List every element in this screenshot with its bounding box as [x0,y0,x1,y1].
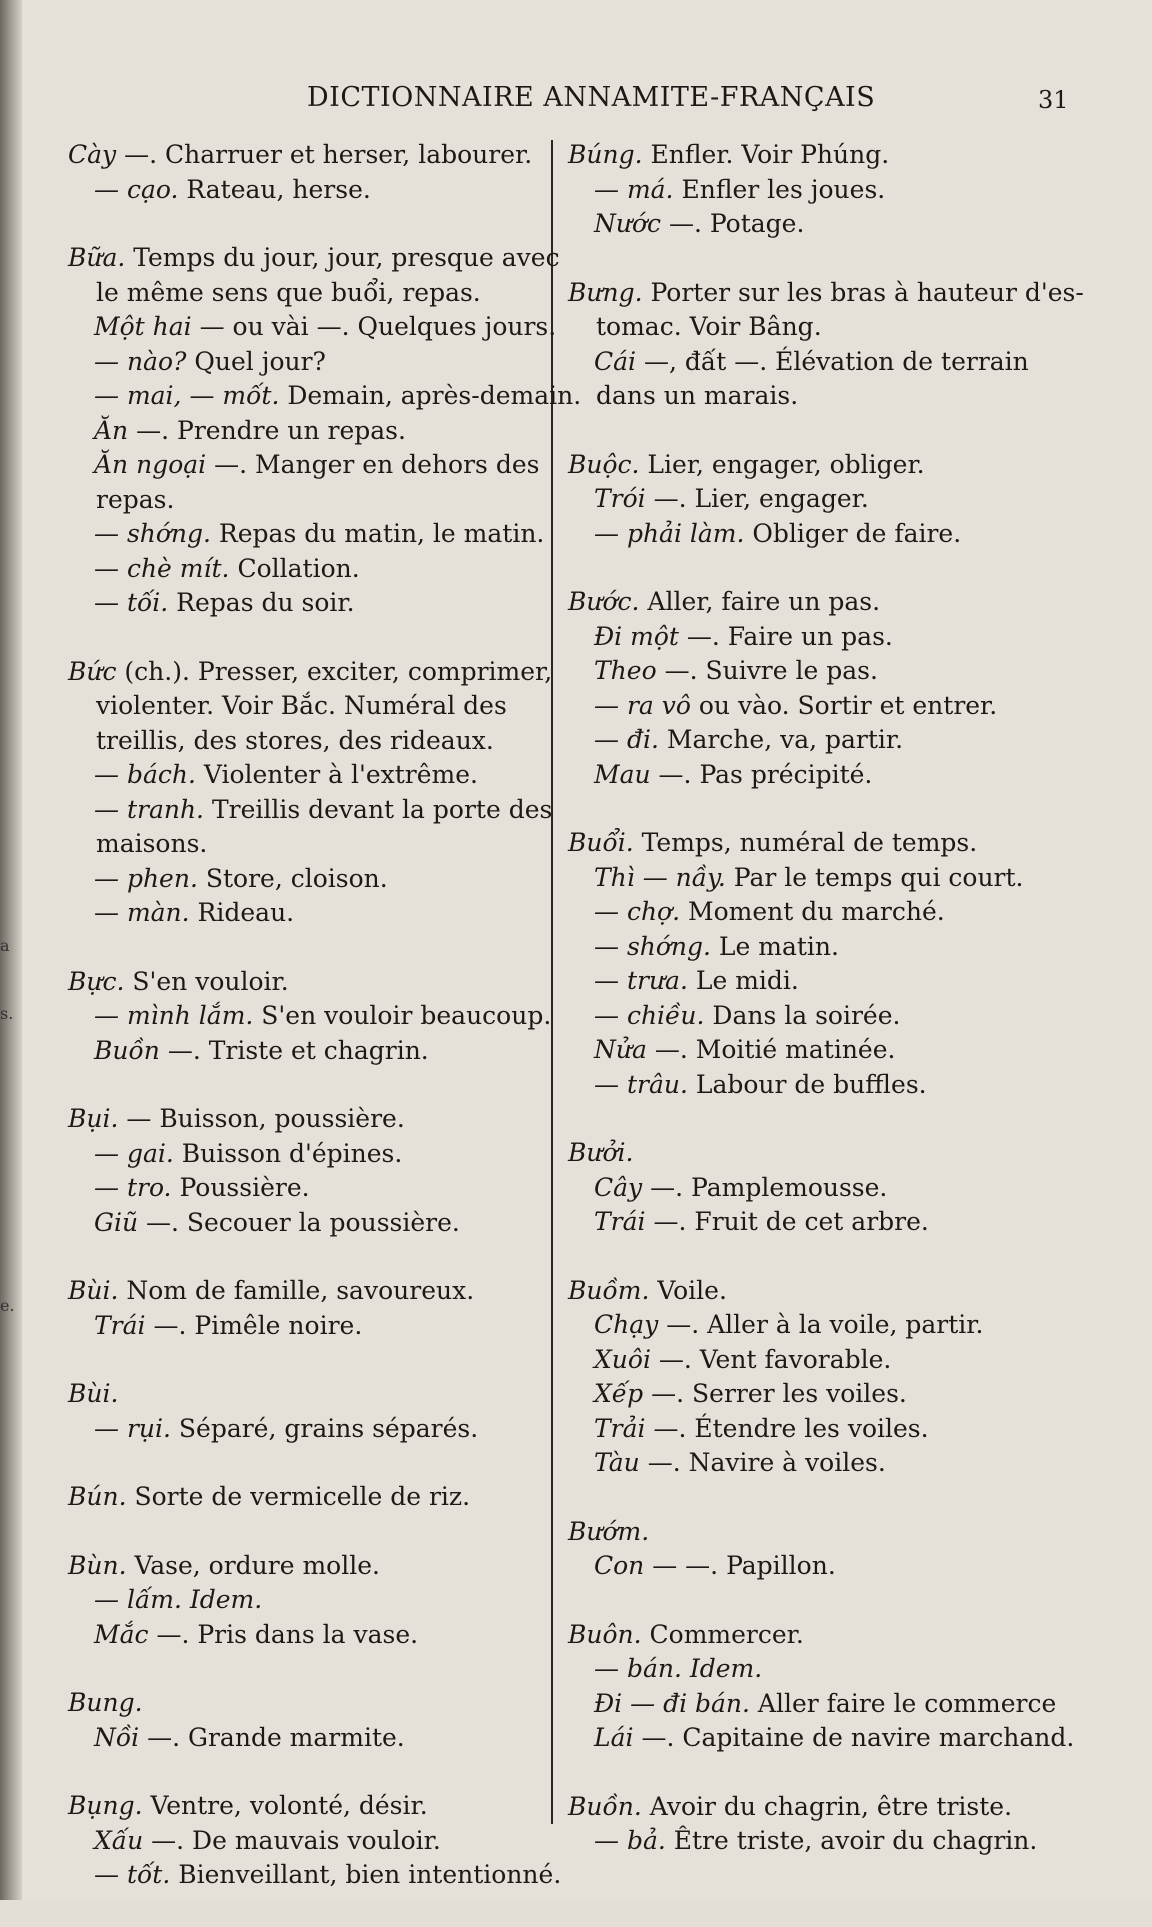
headword: Buồn. [568,1791,642,1821]
entry-headword-line [68,1274,576,1309]
dictionary-entry [68,1480,576,1515]
entry-subentry-line [568,861,1118,896]
headword: — chợ. [594,897,681,926]
definition-text: —. Aller à la voile, partir. [658,1310,984,1339]
headword: Ăn [94,415,129,445]
definition-text: Collation. [229,553,360,583]
definition-text: le même sens que buổi, repas. [96,277,481,307]
entry-headword-line [68,1549,576,1584]
entry-continuation-line [68,276,576,311]
dictionary-entry [568,1274,1118,1481]
entry-headword-line [568,1515,1118,1550]
entry-headword-line [568,1136,1118,1171]
headword: Búng. [568,140,643,169]
headword: Mau [594,759,651,789]
definition-text: —. Manger en dehors des [206,450,540,479]
headword: Cày [68,140,117,169]
headword: Cái [594,346,637,376]
definition-text: —. Pas précipité. [650,759,873,789]
entry-subentry-line [568,1687,1118,1722]
headword: — mai, — mốt. [94,381,280,410]
headword: Bực. [68,966,125,996]
headword: — tranh. [94,794,204,824]
definition-text: Nom de famille, savoureux. [118,1276,475,1305]
headword: Xấu [94,1825,144,1855]
definition-text: violenter. Voir Bắc. Numéral des [96,691,507,720]
definition-text: —. De mauvais vouloir. [143,1825,441,1855]
definition-text: maisons. [96,829,208,858]
definition-text: Marche, va, partir. [658,725,904,754]
entry-subentry-line [68,862,576,897]
entry-subentry-line [568,1171,1118,1206]
definition-text: —. Suivre le pas. [656,656,878,685]
entry-headword-line [568,826,1118,861]
definition-text: Labour de buffles. [687,1069,927,1099]
headword: — rụi. [94,1413,171,1443]
left-column [68,138,582,1927]
definition-text: Quel jour? [186,346,326,376]
definition-text: Temps, numéral de temps. [633,828,978,857]
dictionary-entry [68,1102,576,1240]
entry-continuation-line [68,827,576,862]
definition-text: Aller faire le commerce [749,1688,1057,1718]
definition-text: —. Moitié matinée. [646,1035,896,1064]
headword: — ra vô [594,690,691,720]
entry-subentry-line [568,895,1118,930]
definition-text: —. Charruer et herser, labourer. [116,140,533,169]
definition-text: Aller, faire un pas. [639,587,881,616]
headword: Bưởi. [568,1138,634,1167]
definition-text: Demain, après-demain. [279,381,582,410]
headword: Bụng. [68,1791,143,1820]
definition-text: Treillis devant la porte des [204,794,553,824]
dictionary-entry [568,1136,1118,1240]
dictionary-entry [68,138,576,207]
entry-subentry-line [568,173,1118,208]
entry-continuation-line [568,310,1118,345]
dictionary-entry [68,1549,576,1653]
definition-text: S'en vouloir. [124,966,289,996]
definition-text: —. Triste et chagrin. [159,1035,429,1065]
entry-headword-line [68,965,576,1000]
definition-text: Obliger de faire. [744,518,962,548]
entry-continuation-line [68,724,576,759]
definition-text: —, đất —. Élévation de terrain [636,346,1029,376]
headword: — tro. [94,1173,172,1202]
definition-text: Par le temps qui court. [725,862,1024,892]
definition-text: Violenter à l'extrême. [195,760,478,789]
entry-subentry-line [68,1824,576,1859]
headword: Buồn [94,1035,160,1065]
headword: Bưng. [568,277,643,307]
headword: — trâu. [594,1069,688,1099]
headword: Nước [594,209,662,238]
entry-subentry-line [568,1308,1118,1343]
entry-headword-line [68,241,576,276]
headword: Bùi. [68,1379,119,1408]
definition-text: Enfler. Voir Phúng. [642,140,890,169]
headword: Con [594,1551,645,1580]
entry-subentry-line [68,310,576,345]
definition-text: —. Pimêle noire. [145,1310,363,1340]
dictionary-entry [568,826,1118,1102]
headword: — cạo. [94,174,179,204]
entry-subentry-line [568,1033,1118,1068]
headword: Ăn ngoại [94,450,207,479]
entry-subentry-line [68,1412,576,1447]
entry-headword-line [568,448,1118,483]
entry-subentry-line [568,1377,1118,1412]
definition-text: (ch.). Presser, exciter, comprimer, [116,656,553,686]
entry-continuation-line [68,483,576,518]
definition-text: — ou vài —. Quelques jours. [191,312,557,341]
definition-text: treillis, des stores, des rideaux. [96,725,494,755]
headword: — trưa. [594,966,688,995]
headword: — phải làm. [594,518,745,548]
entry-subentry-line [568,207,1118,242]
definition-text: Rateau, herse. [178,174,371,204]
dictionary-entry [68,1686,576,1755]
entry-subentry-line [568,1205,1118,1240]
headword: — phen. [94,863,198,893]
definition-text: Lier, engager, obliger. [639,449,925,479]
headword: Chạy [594,1310,659,1339]
headword: — tối. [94,588,169,617]
definition-text: ou vào. Sortir et entrer. [690,690,998,720]
dictionary-entry [68,1377,576,1446]
dictionary-page [22,0,1152,1900]
headword: Mắc [94,1619,149,1649]
entry-continuation-line [568,379,1118,414]
definition-text: repas. [96,484,175,514]
edge-mark: s. [0,1004,14,1023]
definition-text: —. Prendre un repas. [128,415,406,445]
definition-text: Poussière. [171,1173,310,1202]
headword: Một hai [94,312,192,341]
edge-mark: e. [0,1296,15,1315]
page-number: 31 [1038,86,1069,114]
headword: — chè mít. [94,553,230,583]
headword: Nửa [594,1035,647,1064]
entry-subentry-line [68,999,576,1034]
headword: Bước. [568,587,640,616]
entry-subentry-line [568,1343,1118,1378]
entry-subentry-line [68,414,576,449]
headword: Trói [594,484,646,513]
entry-headword-line [568,138,1118,173]
edge-mark: a [0,936,10,955]
entry-subentry-line [68,1858,576,1893]
definition-text: Le midi. [687,966,799,995]
entry-continuation-line [68,689,576,724]
definition-text: Porter sur les bras à hauteur d'es- [642,277,1084,307]
definition-text: Repas du matin, le matin. [210,519,545,548]
entry-subentry-line [68,1583,576,1618]
headword: Buôn. [568,1619,642,1649]
entry-subentry-line [68,173,576,208]
entry-subentry-line [568,345,1118,380]
entry-subentry-line [68,1206,576,1241]
entry-subentry-line [68,552,576,587]
page-title: DICTIONNAIRE ANNAMITE-FRANÇAIS [307,82,876,113]
dictionary-entry [568,585,1118,792]
headword: Trái [594,1207,646,1236]
definition-text: —. Serrer les voiles. [643,1379,907,1408]
definition-text: Sorte de vermicelle de riz. [126,1482,471,1511]
headword: — tốt. [94,1860,171,1889]
entry-subentry-line [68,1618,576,1653]
definition-text: Store, cloison. [197,863,388,893]
headword: Xuôi [594,1344,651,1374]
headword: Giũ [94,1207,139,1237]
entry-subentry-line [68,379,582,414]
definition-text: Bienveillant, bien intentionné. [170,1860,562,1889]
headword: Bụi. [68,1104,119,1133]
definition-text: —. Faire un pas. [678,621,893,651]
definition-text: —. Secouer la poussière. [138,1207,460,1237]
dictionary-entry [568,448,1118,552]
headword: — chiều. [594,1000,705,1030]
entry-subentry-line [68,1309,576,1344]
entry-subentry-line [68,345,576,380]
entry-subentry-line [568,930,1118,965]
headword: Buồm. [568,1275,650,1305]
headword: Trái [94,1310,146,1340]
headword: Đi — đi bán. [594,1688,750,1718]
headword: Bùi. [68,1276,119,1305]
definition-text: tomac. Voir Bâng. [596,312,822,341]
definition-text: Moment du marché. [680,897,945,926]
entry-headword-line [68,1686,576,1721]
entry-subentry-line [568,1721,1118,1756]
headword: Buổi. [568,828,634,857]
definition-text: Voile. [649,1275,727,1305]
definition-text: — Buisson, poussière. [118,1104,405,1133]
entry-headword-line [68,1102,576,1137]
entry-headword-line [568,276,1118,311]
headword: Cây [594,1172,643,1202]
headword: Theo [594,656,657,685]
headword: — má. [594,174,674,204]
entry-subentry-line [68,793,576,828]
entry-headword-line [68,138,576,173]
headword: Xếp [594,1379,644,1408]
entry-subentry-line [68,1171,576,1206]
definition-text: —. Potage. [661,209,805,238]
entry-subentry-line [568,1068,1118,1103]
headword: — mình lắm. [94,1001,254,1030]
running-header [22,82,1152,122]
entry-subentry-line [68,448,576,483]
dictionary-entry [568,1790,1118,1859]
dictionary-entry [68,1274,576,1343]
headword: Đi một [594,621,679,651]
definition-text: Le matin. [710,931,839,961]
headword: — nào? [94,346,187,376]
dictionary-entry [68,655,576,931]
entry-subentry-line [568,1652,1118,1687]
entry-subentry-line [68,1721,576,1756]
entry-headword-line [68,1480,576,1515]
definition-text: —. Pamplemousse. [642,1172,888,1202]
entry-headword-line [68,655,576,690]
definition-text: Rideau. [189,898,295,927]
dictionary-entry [568,1618,1118,1756]
definition-text: Repas du soir. [168,588,355,617]
headword: — lấm. Idem. [94,1585,263,1614]
definition-text: Dans la soirée. [704,1000,901,1030]
headword: — bách. [94,760,196,789]
headword: — gai. [94,1138,174,1168]
entry-subentry-line [568,1446,1118,1481]
headword: — shớng. [594,931,711,961]
dictionary-entry [568,138,1118,242]
definition-text: —. Grande marmite. [139,1722,405,1752]
headword: Bùn. [68,1550,127,1580]
entry-subentry-line [568,517,1118,552]
entry-headword-line [68,1377,576,1412]
entry-subentry-line [68,517,576,552]
definition-text: —. Navire à voiles. [639,1448,886,1477]
headword: Nồi [94,1722,140,1752]
headword: Lái [594,1723,634,1752]
entry-subentry-line [68,1137,576,1172]
definition-text: Buisson d'épines. [173,1138,403,1168]
headword: — đi. [594,725,659,754]
definition-text: Être triste, avoir du chagrin. [665,1826,1038,1855]
definition-text: Commercer. [641,1619,804,1649]
headword: — màn. [94,898,190,927]
entry-subentry-line [568,999,1118,1034]
headword: — bả. [594,1826,666,1855]
entry-subentry-line [568,620,1118,655]
entry-headword-line [568,1790,1118,1825]
entry-subentry-line [568,482,1118,517]
entry-headword-line [568,1274,1118,1309]
dictionary-entry [68,241,582,621]
right-column [568,138,1118,1893]
definition-text: —. Capitaine de navire marchand. [633,1723,1075,1752]
definition-text: —. Pris dans la vase. [148,1619,419,1649]
definition-text: Séparé, grains séparés. [170,1413,479,1443]
headword: Thì — nầy. [594,862,726,892]
headword: Bung. [68,1688,143,1717]
definition-text: Temps du jour, jour, presque avec [125,243,560,272]
definition-text: — —. Papillon. [644,1551,836,1580]
headword: Buộc. [568,449,640,479]
headword: Bún. [68,1482,127,1511]
headword: Bướm. [568,1516,650,1546]
definition-text: —. Fruit de cet arbre. [645,1207,929,1236]
headword: Trải [594,1413,646,1443]
headword: Tàu [594,1448,640,1477]
entry-subentry-line [68,1034,576,1069]
definition-text: —. Vent favorable. [650,1344,892,1374]
headword: Bức [68,656,117,686]
entry-subentry-line [68,586,576,621]
dictionary-entry [68,965,576,1069]
definition-text: Ventre, volonté, désir. [142,1791,428,1820]
definition-text: —. Lier, engager. [645,484,869,513]
headword: — bán. Idem. [594,1654,763,1683]
definition-text: Enfler les joues. [673,174,886,204]
entry-subentry-line [68,896,576,931]
dictionary-entry [68,1789,576,1893]
dictionary-entry [568,1515,1118,1584]
definition-text: S'en vouloir beaucoup. [253,1001,552,1030]
entry-subentry-line [68,758,576,793]
entry-headword-line [568,1618,1118,1653]
dictionary-entry [568,276,1118,414]
headword: Bữa. [68,243,126,272]
entry-subentry-line [568,1549,1118,1584]
definition-text: dans un marais. [596,381,799,410]
definition-text: Avoir du chagrin, être triste. [641,1791,1013,1821]
entry-subentry-line [568,689,1118,724]
entry-subentry-line [568,1412,1118,1447]
entry-subentry-line [568,964,1118,999]
entry-subentry-line [568,723,1118,758]
entry-subentry-line [568,1824,1118,1859]
entry-headword-line [568,585,1118,620]
definition-text: —. Étendre les voiles. [645,1413,929,1443]
entry-headword-line [68,1789,576,1824]
definition-text: Vase, ordure molle. [126,1550,380,1580]
entry-subentry-line [568,758,1118,793]
entry-subentry-line [568,654,1118,689]
headword: — shớng. [94,519,211,548]
